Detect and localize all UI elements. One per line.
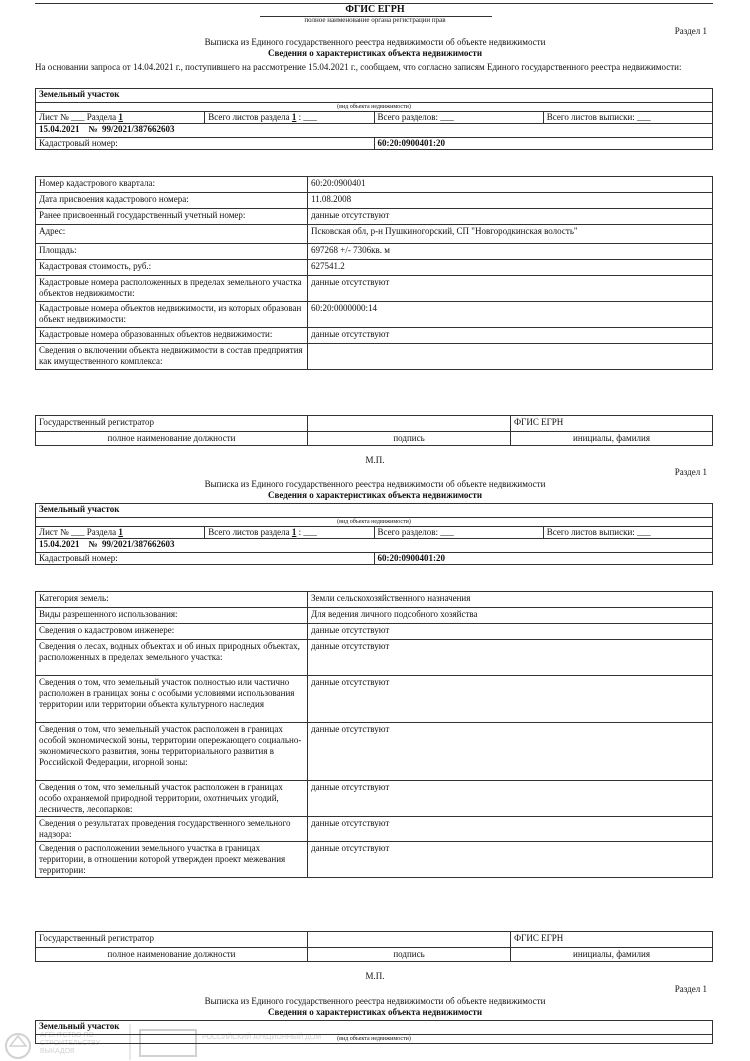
- table-row: Сведения о включении объекта недвижимости в состав предприятия как имущественного комплекса:: [36, 344, 713, 370]
- initials-caption: инициалы, фамилия: [511, 948, 713, 962]
- initials-caption: инициалы, фамилия: [511, 432, 713, 446]
- sign-table-1: [35, 415, 713, 446]
- table-row: Сведения о расположении земельного участка в границах территории, в отношении которой утвержден проект межевания территории: данные отсутствуют: [36, 842, 713, 878]
- list-cell: Лист № ___ Раздела 1: [36, 112, 205, 124]
- vsego-listov-vypiski: Всего листов выписки: ___: [543, 112, 712, 124]
- table-row: Кадастровые номера объектов недвижимости, из которых образован объект недвижимости: 60:20:0000000:14: [36, 302, 713, 328]
- list-cell: Лист № ___ Раздела 1: [36, 527, 205, 539]
- table-row: Категория земель: Земли сельскохозяйственного назначения: [36, 592, 713, 608]
- doc-title: Выписка из Единого государственного реестра недвижимости об объекте недвижимости: [204, 37, 546, 47]
- header-table-2: [35, 503, 713, 565]
- doc-subtitle: Сведения о характеристиках объекта недвижимости: [267, 1007, 483, 1017]
- data-table-2: [35, 591, 713, 878]
- watermark-right-text: РОССИЙСКИЙ АУКЦИОННЫЙ ДОМ: [202, 1034, 322, 1041]
- org-name: ФГИС ЕГРН: [345, 4, 405, 15]
- doc-title: Выписка из Единого государственного реестра недвижимости об объекте недвижимости: [204, 479, 546, 489]
- date-number: 15.04.2021 № 99/2021/387662603: [36, 539, 713, 553]
- table-row: Сведения о лесах, водных объектах и об иных природных объектах, расположенных в пределах земельного участка: данные отсутствуют: [36, 640, 713, 676]
- object-caption: (вид объекта недвижимости): [36, 1035, 713, 1044]
- object-type: Земельный участок: [36, 89, 713, 103]
- table-row: Сведения о результатах проведения государственного земельного надзора: данные отсутствуют: [36, 817, 713, 842]
- header-table-1: [35, 88, 713, 150]
- doc-subtitle: Сведения о характеристиках объекта недвижимости: [267, 490, 483, 500]
- doc-title: Выписка из Единого государственного реестра недвижимости об объекте недвижимости: [204, 996, 546, 1006]
- table-row: Сведения о том, что земельный участок расположен в границах особой экономической зоны, территории опережающего социально-экономического развития, зоны территориального развития в Российской Федерации, игорной зоны: данные отсутствуют: [36, 723, 713, 781]
- doc-subtitle: Сведения о характеристиках объекта недвижимости: [267, 48, 483, 58]
- kad-number: 60:20:0900401:20: [374, 138, 713, 150]
- table-row: Адрес: Псковская обл, р-н Пушкиногорский, СП "Новгородкинская волость": [36, 225, 713, 244]
- table-row: Номер кадастрового квартала: 60:20:0900401: [36, 177, 713, 193]
- vsego-listov-razdela: Всего листов раздела 1 : ___: [205, 527, 374, 539]
- org-caption: полное наименование органа регистрации прав: [304, 16, 446, 24]
- object-type: Земельный участок: [36, 504, 713, 518]
- watermark-logo: [0, 1018, 330, 1061]
- sign-table-2: [35, 931, 713, 962]
- object-type: Земельный участок: [36, 1021, 713, 1035]
- date-number: 15.04.2021 № 99/2021/387662603: [36, 124, 713, 138]
- vsego-listov-vypiski: Всего листов выписки: ___: [543, 527, 712, 539]
- table-row: Сведения о том, что земельный участок полностью или частично расположен в границах зоны с особыми условиями использования территории или территории объекта культурного наследия данные отсутствуют: [36, 676, 713, 723]
- kad-number: 60:20:0900401:20: [374, 553, 713, 565]
- table-row: Ранее присвоенный государственный учетный номер: данные отсутствуют: [36, 209, 713, 225]
- table-row: Кадастровые номера расположенных в пределах земельного участка объектов недвижимости: данные отсутствуют: [36, 276, 713, 302]
- table-row: Кадастровые номера образованных объектов недвижимости: данные отсутствуют: [36, 328, 713, 344]
- table-row: Сведения о кадастровом инженере: данные отсутствуют: [36, 624, 713, 640]
- data-table-1: [35, 176, 713, 370]
- razdel-label: Раздел 1: [674, 984, 707, 994]
- vsego-razdelov: Всего разделов: ___: [374, 527, 543, 539]
- table-row: Кадастровая стоимость, руб.: 627541.2: [36, 260, 713, 276]
- position-caption: полное наименование должности: [36, 432, 308, 446]
- razdel-label: Раздел 1: [674, 467, 707, 477]
- fgis-label: ФГИС ЕГРН: [511, 932, 713, 948]
- table-row: Дата присвоения кадастрового номера: 11.08.2008: [36, 193, 713, 209]
- mp-stamp: М.П.: [365, 455, 385, 465]
- signature-caption: подпись: [308, 948, 511, 962]
- kad-label: Кадастровый номер:: [36, 553, 375, 565]
- razdel-label: Раздел 1: [674, 26, 707, 36]
- table-row: Сведения о том, что земельный участок расположен в границах особо охраняемой природной территории, охотничьих угодий, лесничеств, лесопарков: данные отсутствуют: [36, 781, 713, 817]
- object-caption: (вид объекта недвижимости): [36, 103, 713, 112]
- intro-text: На основании запроса от 14.04.2021 г., поступившего на рассмотрение 15.04.2021 г., сообщаем, что согласно записям Единого государственного реестра недвижимости:: [35, 62, 682, 72]
- kad-label: Кадастровый номер:: [36, 138, 375, 150]
- signature-caption: подпись: [308, 432, 511, 446]
- fgis-label: ФГИС ЕГРН: [511, 416, 713, 432]
- watermark-left-text: АГЕНТСТВО ПО СТРОИТЕЛЬСТВУ ВЫКАДОВ: [40, 1032, 101, 1055]
- mp-stamp: М.П.: [365, 971, 385, 981]
- position-caption: полное наименование должности: [36, 948, 308, 962]
- object-caption: (вид объекта недвижимости): [36, 518, 713, 527]
- table-row: Виды разрешенного использования: Для ведения личного подсобного хозяйства: [36, 608, 713, 624]
- table-row: Площадь: 697268 +/- 7306кв. м: [36, 244, 713, 260]
- vsego-razdelov: Всего разделов: ___: [374, 112, 543, 124]
- registrar-label: Государственный регистратор: [36, 932, 308, 948]
- registrar-label: Государственный регистратор: [36, 416, 308, 432]
- vsego-listov-razdela: Всего листов раздела 1 : ___: [205, 112, 374, 124]
